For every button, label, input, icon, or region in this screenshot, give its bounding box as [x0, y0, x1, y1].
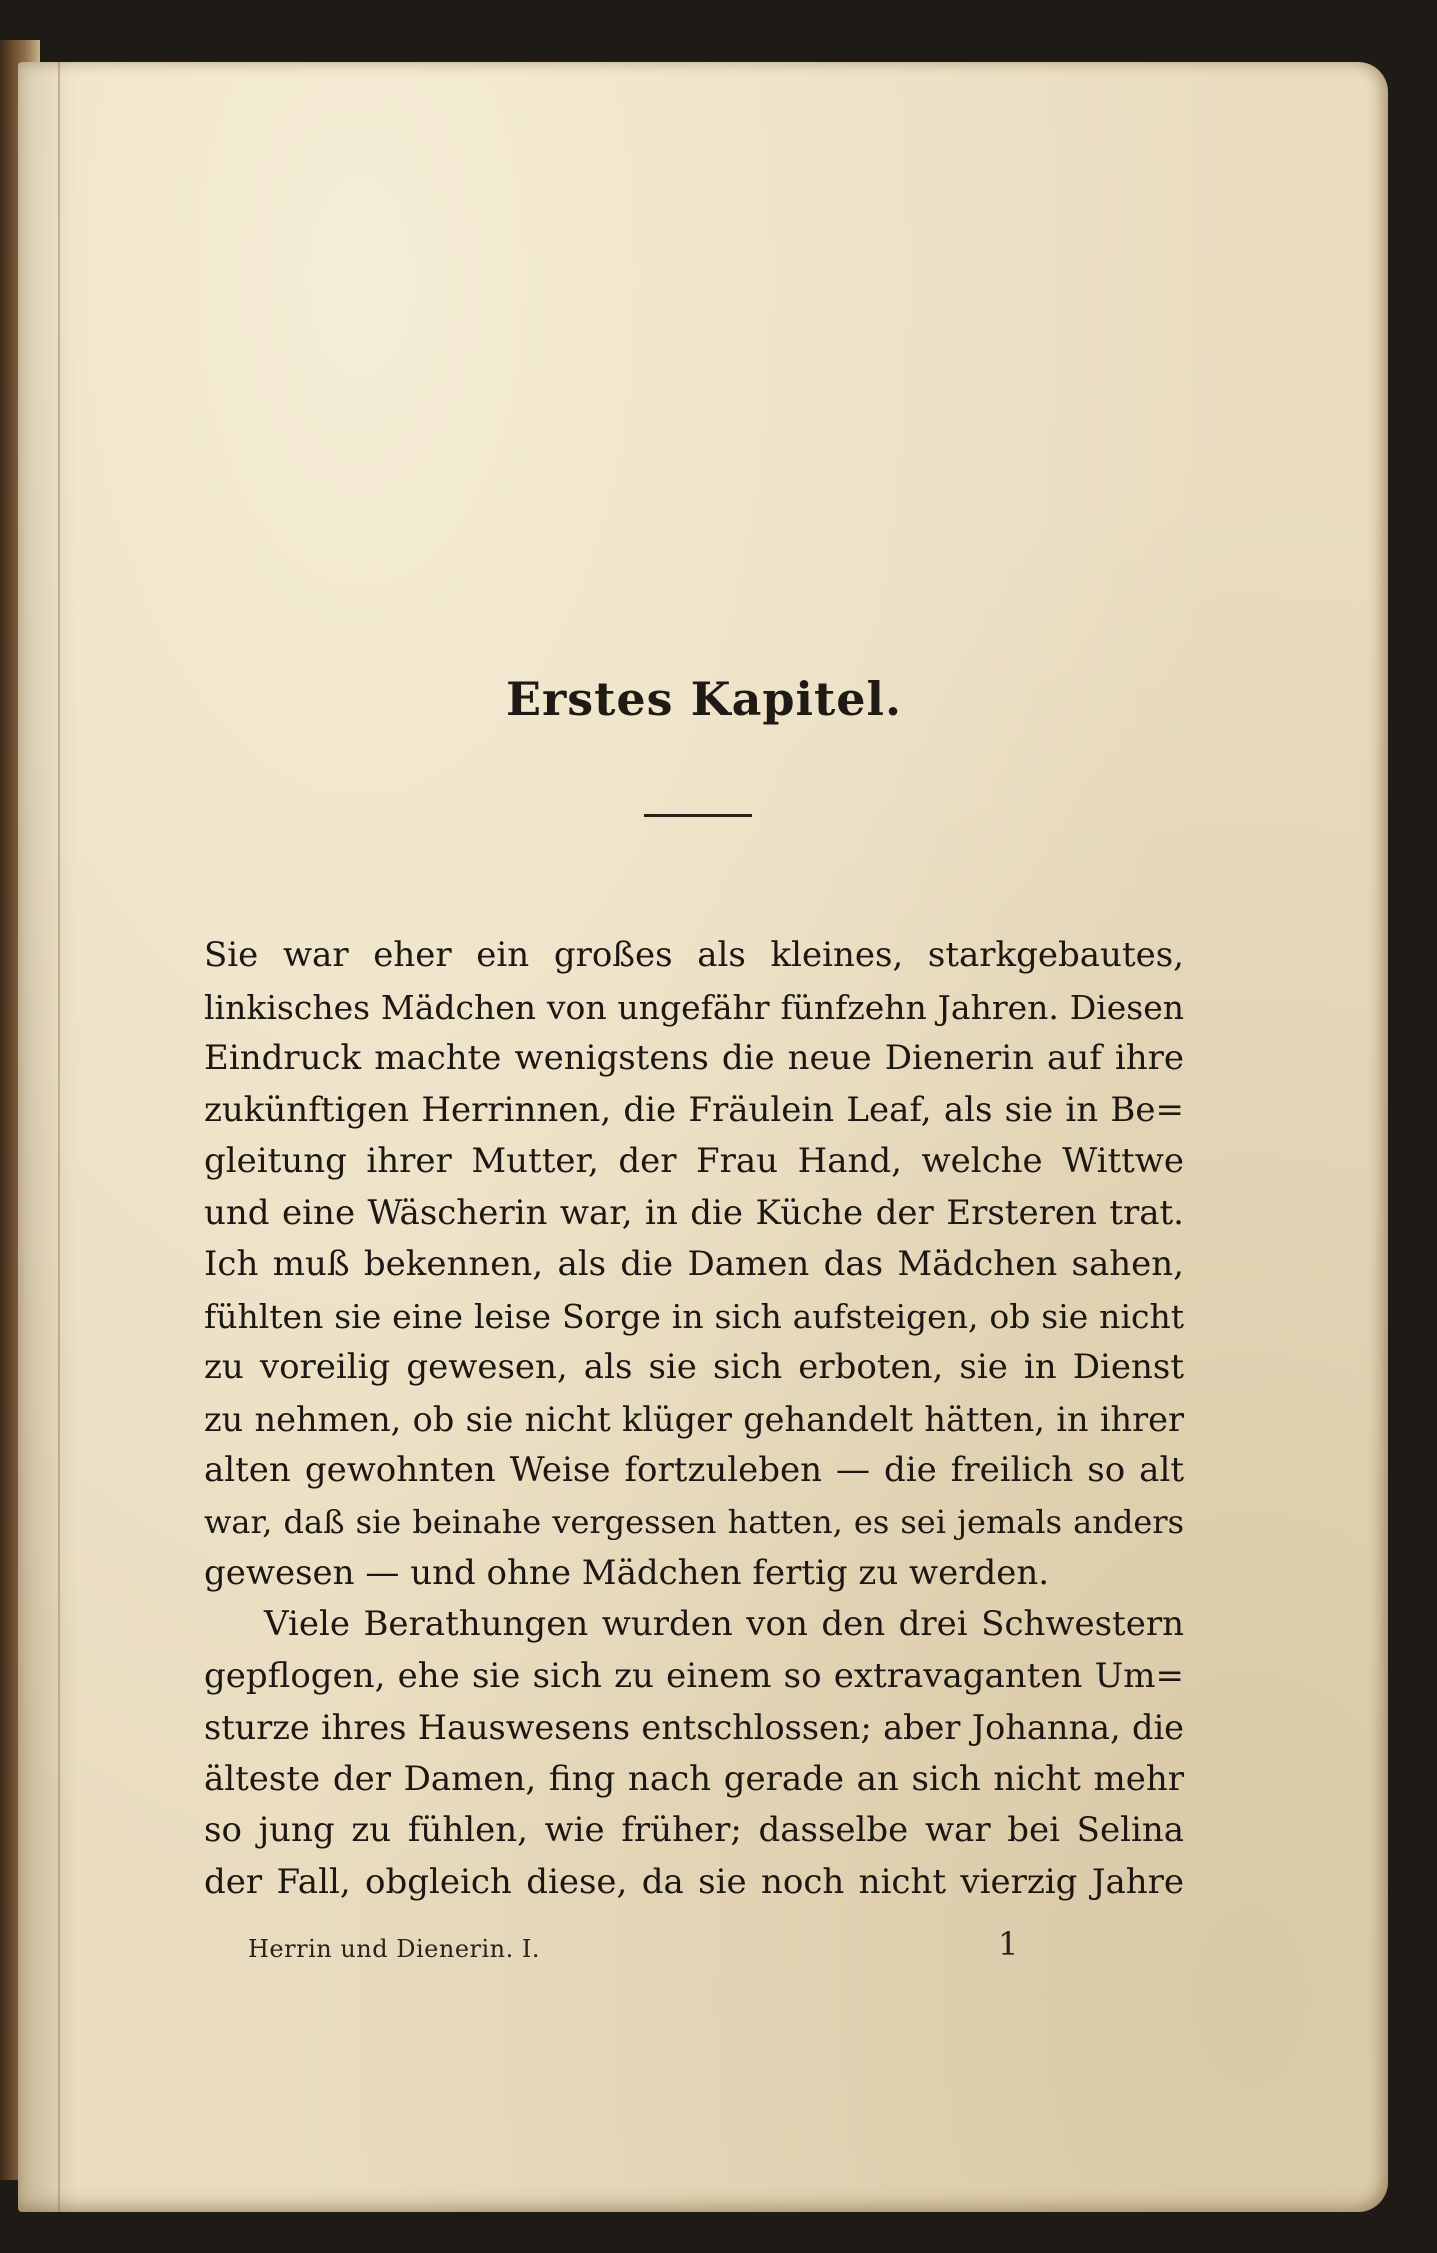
chapter-title: Erstes Kapitel. [505, 672, 903, 726]
text-line: Sie war eher ein großes als kleines, starkgebautes, [204, 935, 1184, 975]
text-line: so jung zu fühlen, wie früher; dasselbe war bei Selina [204, 1810, 1184, 1850]
paragraph-1 [204, 930, 1184, 1600]
paragraph-2 [204, 1599, 1184, 1908]
text-line: gleitung ihrer Mutter, der Frau Hand, welche Wittwe [204, 1141, 1184, 1181]
text-line: linkisches Mädchen von ungefähr fünfzehn Jahren. Diesen [204, 987, 1184, 1027]
page-gutter [58, 62, 60, 2212]
text-line: gepflogen, ehe sie sich zu einem so extravaganten Um= [204, 1655, 1184, 1696]
text-line: älteste der Damen, fing nach gerade an sich nicht mehr [204, 1758, 1184, 1799]
printer-signature: Herrin und Dienerin. I. [248, 1935, 540, 1963]
text-line: zu voreilig gewesen, als sie sich erboten, sie in Dienst [204, 1347, 1184, 1387]
text-line: und eine Wäscherin war, in die Küche der Ersteren trat. [204, 1192, 1184, 1233]
text-line: zukünftigen Herrinnen, die Fräulein Leaf, als sie in Be= [204, 1089, 1184, 1130]
text-line: Eindruck machte wenigstens die neue Dienerin auf ihre [204, 1038, 1184, 1078]
text-line: sturze ihres Hauswesens entschlossen; aber Johanna, die [204, 1708, 1184, 1747]
text-line: war, daß sie beinahe vergessen hatten, es sei jemals anders [204, 1502, 1184, 1541]
text-line: alten gewohnten Weise fortzuleben — die freilich so alt [204, 1450, 1184, 1490]
text-line: fühlten sie eine leise Sorge in sich aufsteigen, ob sie nicht [204, 1296, 1184, 1336]
book-page [18, 62, 1388, 2212]
text-line: der Fall, obgleich diese, da sie noch nicht vierzig Jahre [204, 1861, 1184, 1902]
text-line: zu nehmen, ob sie nicht klüger gehandelt hätten, in ihrer [204, 1399, 1184, 1439]
title-rule [644, 814, 752, 817]
text-line: Viele Berathungen wurden von den drei Schwestern [264, 1604, 1184, 1644]
page-number: 1 [998, 1925, 1019, 1963]
text-line: gewesen — und ohne Mädchen fertig zu werden. [204, 1553, 1050, 1593]
text-line: Ich muß bekennen, als die Damen das Mädchen sahen, [204, 1244, 1184, 1284]
